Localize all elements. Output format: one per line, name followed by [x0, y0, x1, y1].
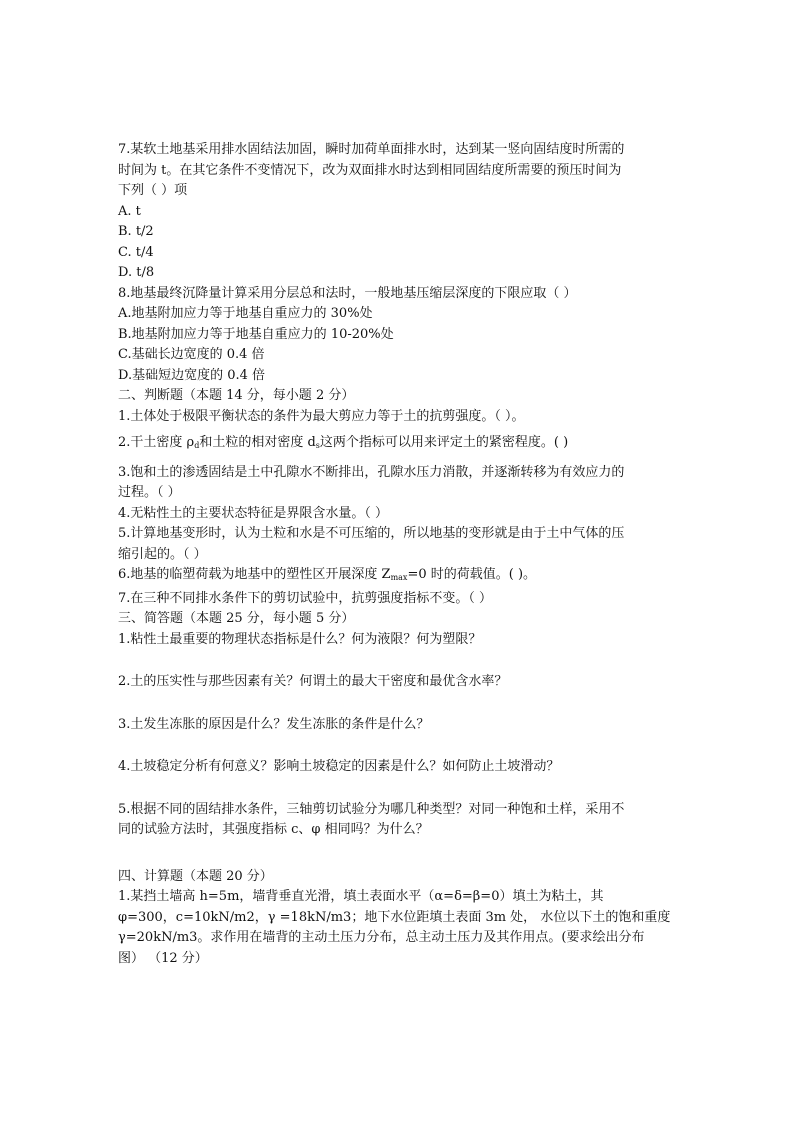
- q2-text-c: 这两个指标可以用来评定土的紧密程度。( ): [319, 435, 569, 450]
- section-2-question-5-line-2: 缩引起的。（ ）: [118, 546, 207, 562]
- section-2-question-4: 4.无粘性土的主要状态特征是界限含水量。（ ）: [118, 505, 389, 521]
- question-7-line-3: 下列（ ）项: [118, 183, 188, 198]
- section-3-question-5-line-1: 5.根据不同的固结排水条件，三轴剪切试验分为哪几种类型？对同一种饱和土样，采用不: [118, 801, 625, 817]
- q2-text-a: 2.干土密度 ρ: [118, 435, 195, 450]
- q2-text-b: 和土粒的相对密度 d: [199, 435, 316, 450]
- section-2-question-5-line-1: 5.计算地基变形时，认为土粒和水是不可压缩的，所以地基的变形就是由于土中气体的压: [118, 526, 625, 541]
- section-4-question-1-line-4: 图） （12 分）: [118, 950, 208, 966]
- section-4-question-1-line-1: 1.某挡土墙高 h=5m，墙背垂直光滑，填土表面水平（α=δ=β=0）填土为粘土，其: [118, 889, 604, 904]
- section-2-title: 二、判断题（本题 14 分，每小题 2 分）: [118, 388, 355, 403]
- document-page: [118, 140, 683, 969]
- question-8-option-b: B.地基附加应力等于地基自重应力的 10-20%处: [118, 326, 394, 342]
- q6-text-a: 6.地基的临塑荷载为地基中的塑性区开展深度 Z: [118, 567, 391, 582]
- section-2-question-6: [118, 565, 683, 589]
- question-7-option-c: C. t/4: [118, 244, 154, 260]
- section-3-title: 三、简答题（本题 25 分，每小题 5 分）: [118, 611, 355, 626]
- section-3-question-5-line-2: 同的试验方法时，其强度指标 c、φ 相同吗？为什么？: [118, 822, 429, 837]
- question-7-line-1: 7.某软土地基采用排水固结法加固，瞬时加荷单面排水时，达到某一竖向固结度时所需的: [118, 142, 625, 157]
- section-2-question-1: 1.土体处于极限平衡状态的条件为最大剪应力等于土的抗剪强度。（ ）。: [118, 408, 525, 424]
- q6-subscript-max: max: [390, 573, 408, 582]
- q6-text-b: =0 时的荷载值。( )。: [407, 567, 537, 582]
- question-7-option-d: D. t/8: [118, 265, 155, 280]
- section-3-question-1: 1.粘性土最重要的物理状态指标是什么？何为液限？何为塑限？: [118, 631, 482, 647]
- section-3-question-3: 3.土发生冻胀的原因是什么？发生冻胀的条件是什么？: [118, 716, 430, 732]
- q2-subscript-s: s: [315, 441, 320, 450]
- question-7-option-a: A. t: [118, 203, 141, 219]
- section-2-question-3-line-1: 3.饱和土的渗透固结是土中孔隙水不断排出，孔隙水压力消散，并逐渐转移为有效应力的: [118, 464, 625, 480]
- question-8-stem: 8.地基最终沉降量计算采用分层总和法时，一般地基压缩层深度的下限应取（ ）: [118, 285, 577, 301]
- section-2-question-2: [118, 433, 683, 457]
- question-7-line-2: 时间为 t。在其它条件不变情况下，改为双面排水时达到相同固结度所需要的预压时间为: [118, 162, 622, 178]
- section-3-question-4: 4.土坡稳定分析有何意义？影响土坡稳定的因素是什么？如何防止土坡滑动？: [118, 759, 560, 774]
- section-4-title: 四、计算题（本题 20 分）: [118, 868, 273, 884]
- section-3-question-2: 2.土的压实性与那些因素有关？何谓土的最大干密度和最优含水率？: [118, 674, 508, 689]
- q2-subscript-d: d: [194, 441, 200, 450]
- section-2-question-7: 7.在三种不同排水条件下的剪切试验中，抗剪强度指标不变。（ ）: [118, 590, 493, 606]
- question-7-option-b: B. t/2: [118, 224, 154, 239]
- section-2-question-3-line-2: 过程。（ ）: [118, 485, 181, 500]
- question-8-option-c: C.基础长边宽度的 0.4 倍: [118, 347, 265, 362]
- question-8-option-d: D.基础短边宽度的 0.4 倍: [118, 367, 266, 383]
- section-4-question-1-line-2: φ=300，c=10kN/m2，γ =18kN/m3；地下水位距填土表面 3m 处， 水位以下土的饱和重度: [118, 909, 671, 925]
- section-4-question-1-line-3: γ=20kN/m3。求作用在墙背的主动土压力分布，总主动土压力及其作用点。(要求绘出分布: [118, 930, 645, 945]
- question-8-option-a: A.地基附加应力等于地基自重应力的 30%处: [118, 306, 373, 321]
